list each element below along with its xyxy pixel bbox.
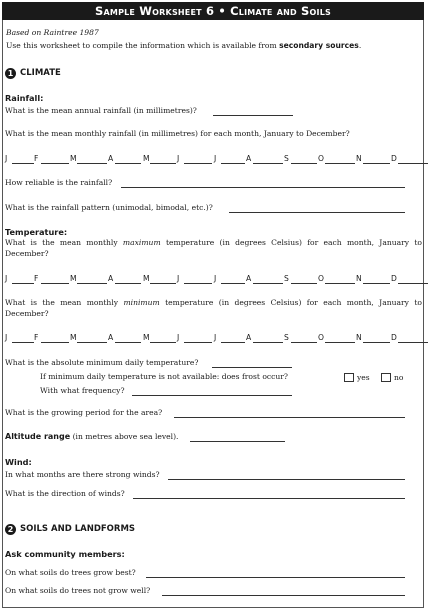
question-annual-rainfall: What is the mean annual rainfall (in millimetres)?	[5, 106, 197, 115]
month-answer-line[interactable]	[253, 342, 283, 343]
question-soils-best: On what soils do trees grow best?	[5, 568, 136, 577]
month-label: F	[34, 333, 39, 342]
instruction-end: .	[358, 41, 362, 50]
month-answer-line[interactable]	[41, 163, 69, 164]
month-answer-line[interactable]	[77, 342, 107, 343]
month-label: S	[284, 274, 289, 283]
month-answer-line[interactable]	[184, 163, 212, 164]
rainfall-heading: Rainfall:	[5, 93, 44, 103]
answer-wind-months[interactable]	[168, 479, 405, 480]
temperature-heading: Temperature:	[5, 227, 68, 237]
instruction-emphasis: secondary sources	[279, 41, 359, 50]
question-min-temperature	[5, 297, 422, 319]
month-answer-line[interactable]	[363, 283, 390, 284]
answer-frost-frequency[interactable]	[132, 395, 292, 396]
q-max-post: temperature (in degrees Celsius) for each month, January to December?	[5, 238, 423, 258]
instructions	[6, 41, 361, 51]
month-label: N	[356, 154, 362, 163]
month-label: D	[391, 154, 397, 163]
month-answer-line[interactable]	[150, 342, 176, 343]
month-answer-line[interactable]	[184, 342, 212, 343]
community-heading: Ask community members:	[5, 549, 125, 559]
month-answer-line[interactable]	[12, 283, 34, 284]
month-label: M	[143, 154, 150, 163]
section-number-2: 2	[5, 524, 16, 535]
month-label: F	[34, 274, 39, 283]
wind-heading: Wind:	[5, 457, 32, 467]
month-label: D	[391, 333, 397, 342]
frost-no-label: no	[394, 373, 404, 382]
answer-altitude[interactable]	[190, 441, 285, 442]
question-max-temperature	[5, 237, 422, 259]
month-label: O	[318, 154, 324, 163]
month-label: S	[284, 333, 289, 342]
month-label: A	[246, 274, 252, 283]
month-label: N	[356, 333, 362, 342]
month-answer-line[interactable]	[150, 283, 176, 284]
q-min-em: minimum	[123, 298, 160, 307]
question-wind-direction: What is the direction of winds?	[5, 489, 125, 498]
worksheet-title: Sample Worksheet 6 • Climate and Soils	[2, 2, 424, 20]
altitude-note: (in metres above sea level).	[72, 432, 179, 441]
month-label: A	[246, 154, 252, 163]
month-label: O	[318, 333, 324, 342]
month-label: A	[108, 333, 114, 342]
month-answer-line[interactable]	[184, 283, 212, 284]
q-max-pre: What is the mean monthly	[5, 238, 123, 247]
month-label: O	[318, 274, 324, 283]
month-answer-line[interactable]	[325, 342, 355, 343]
source-citation: Based on Raintree 1987	[6, 28, 99, 37]
question-rainfall-pattern: What is the rainfall pattern (unimodal, bimodal, etc.)?	[5, 203, 213, 212]
month-answer-line[interactable]	[221, 163, 245, 164]
altitude-label: Altitude range	[5, 432, 71, 441]
month-label: J	[5, 154, 8, 163]
question-growing-period: What is the growing period for the area?	[5, 408, 163, 417]
month-label: J	[214, 154, 217, 163]
month-label: J	[214, 274, 217, 283]
month-label: J	[214, 333, 217, 342]
month-answer-line[interactable]	[41, 283, 69, 284]
month-label: J	[5, 333, 8, 342]
month-label: S	[284, 154, 289, 163]
month-answer-line[interactable]	[77, 283, 107, 284]
q-max-em: maximum	[122, 238, 161, 247]
month-answer-line[interactable]	[291, 163, 317, 164]
month-label: J	[177, 274, 180, 283]
month-label: J	[177, 333, 180, 342]
month-answer-line[interactable]	[398, 342, 428, 343]
question-absolute-min-temp: What is the absolute minimum daily temperature?	[5, 358, 199, 367]
question-soils-not-well: On what soils do trees not grow well?	[5, 586, 151, 595]
month-answer-line[interactable]	[363, 163, 390, 164]
month-answer-line[interactable]	[325, 283, 355, 284]
answer-wind-direction[interactable]	[133, 498, 405, 499]
month-label: A	[246, 333, 252, 342]
question-frost: If minimum daily temperature is not available: does frost occur?	[40, 372, 289, 381]
month-answer-line[interactable]	[291, 342, 317, 343]
q-min-pre: What is the mean monthly	[5, 298, 124, 307]
month-answer-line[interactable]	[115, 283, 141, 284]
answer-soils-best[interactable]	[146, 577, 405, 578]
month-label: M	[70, 154, 77, 163]
frost-yes-checkbox[interactable]	[344, 373, 354, 382]
month-answer-line[interactable]	[77, 163, 107, 164]
month-label: M	[143, 274, 150, 283]
month-answer-line[interactable]	[150, 163, 176, 164]
month-label: J	[5, 274, 8, 283]
month-answer-line[interactable]	[253, 163, 283, 164]
answer-rainfall-pattern[interactable]	[229, 212, 405, 213]
section-title-soils: SOILS AND LANDFORMS	[20, 524, 136, 534]
question-frost-frequency: With what frequency?	[40, 386, 125, 395]
month-answer-line[interactable]	[12, 342, 34, 343]
answer-annual-rainfall[interactable]	[213, 115, 293, 116]
month-answer-line[interactable]	[41, 342, 69, 343]
month-label: F	[34, 154, 39, 163]
month-answer-line[interactable]	[221, 283, 245, 284]
month-label: A	[108, 154, 114, 163]
answer-soils-not-well[interactable]	[162, 595, 405, 596]
month-answer-line[interactable]	[363, 342, 390, 343]
month-answer-line[interactable]	[398, 283, 428, 284]
frost-yes-label: yes	[357, 373, 370, 382]
month-answer-line[interactable]	[291, 283, 317, 284]
section-title-climate: CLIMATE	[20, 68, 61, 78]
month-label: M	[143, 333, 150, 342]
month-label: N	[356, 274, 362, 283]
q-min-post: temperature (in degrees Celsius) for each month, January to December?	[5, 298, 422, 318]
altitude-question	[5, 432, 178, 442]
month-answer-line[interactable]	[221, 342, 245, 343]
month-answer-line[interactable]	[12, 163, 34, 164]
month-answer-line[interactable]	[115, 163, 141, 164]
month-answer-line[interactable]	[398, 163, 428, 164]
month-label: J	[177, 154, 180, 163]
month-label: A	[108, 274, 114, 283]
frost-no-checkbox[interactable]	[381, 373, 391, 382]
question-rainfall-reliability: How reliable is the rainfall?	[5, 178, 113, 187]
question-monthly-rainfall: What is the mean monthly rainfall (in millimetres) for each month, January to December?	[5, 129, 350, 138]
month-label: M	[70, 274, 77, 283]
answer-growing-period[interactable]	[174, 417, 405, 418]
question-wind-months: In what months are there strong winds?	[5, 470, 160, 479]
section-number-1: 1	[5, 68, 16, 79]
instruction-text: Use this worksheet to compile the information which is available from	[6, 41, 280, 50]
month-answer-line[interactable]	[325, 163, 355, 164]
month-label: M	[70, 333, 77, 342]
month-answer-line[interactable]	[253, 283, 283, 284]
answer-absolute-min-temp[interactable]	[212, 367, 292, 368]
month-answer-line[interactable]	[115, 342, 141, 343]
answer-rainfall-reliability[interactable]	[121, 187, 405, 188]
month-label: D	[391, 274, 397, 283]
